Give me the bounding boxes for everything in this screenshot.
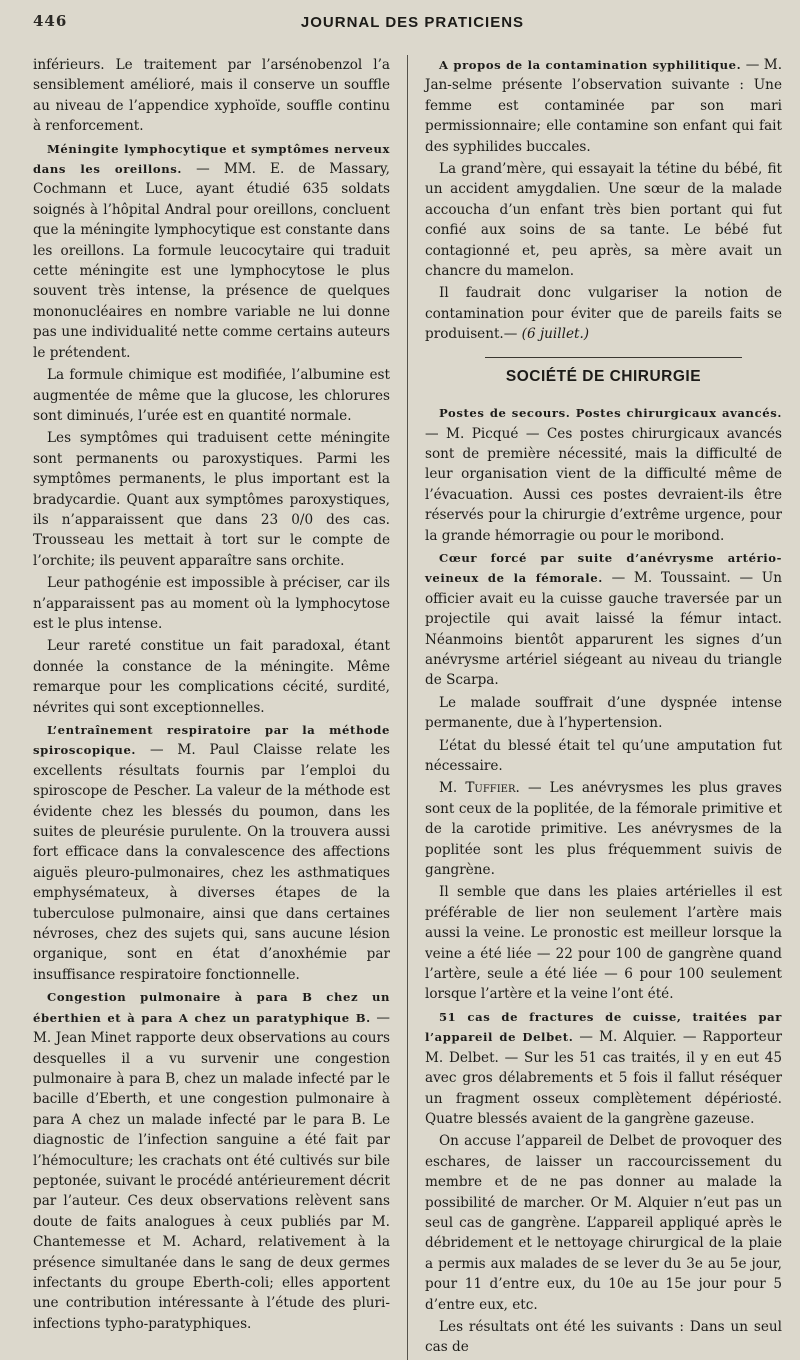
date-note: (6 juillet.) <box>521 326 590 343</box>
section-title: Méningite lymphocytique et symptômes nerveux dans les oreillons. <box>33 141 390 177</box>
section-authors: — M. Jean Minet <box>33 1009 390 1047</box>
paragraph: inférieurs. Le traitement par l’arsénobenzol l’a sensiblement amélioré, mais il conserve un souffle au niveau de l’appendice xyphoïde, souffle continu à renforcement. <box>33 57 390 135</box>
paragraph: Le malade souffrait d’une dyspnée intense permanente, due à l’hypertension. <box>425 694 782 732</box>
paragraph: L’état du blessé était tel qu’une amputation fut nécessaire. <box>425 737 782 774</box>
section-authors: — MM. E. de Massary, Cochmann et Luce, <box>33 161 390 198</box>
paragraph-text: — Les anévrysmes les plus graves sont ceux de la poplitée, de la fémorale primitive et de la carotide primitive. Les anévrysmes de la poplitée sont les plus fréquemment suivis de gangrène. <box>425 780 782 879</box>
section-text: — Sur les 51 cas traités, il y en eut 45 avec gros délabrements et 5 fois il fallut réséquer un fragment osseux complètement dépériosté. Quatre blessés avaient de la gangrène gazeuse. <box>425 1049 782 1127</box>
section-title: Congestion pulmonaire à para B chez un éberthien et à para A chez un paratyphique B. <box>33 990 390 1025</box>
section-congestion <box>33 987 390 1334</box>
section-coeur-force <box>425 548 782 691</box>
section-title: A propos de la contamination syphilitique. <box>439 58 742 72</box>
section-syphilis <box>425 55 782 157</box>
paragraph-author: M. Tuffier. <box>439 780 520 797</box>
section-authors: — M. Picqué <box>425 425 519 442</box>
section-title: Postes de secours. Postes chirurgicaux avancés. <box>439 406 782 421</box>
paragraph: On accuse l’appareil de Delbet de provoquer des eschares, de laisser un raccourcissement du membre et de ne pas donner au malade la possibilité de marcher. Or M. Alquier n’eut pas un seul cas de gangrène. L’appareil appliqué après le débridement et le nettoyage chirurgical de la plaie a permis aux malades de se lever du 3e au 5e jour, pour 11 d’entre eux, du 10e au 15e jour pour 5 d’entre eux, etc. <box>425 1133 782 1313</box>
section-text: — Ces postes chirurgicaux avancés sont de première nécessité, mais la difficulté de leur organisation vient de la difficulté même de l’évacuation. Aussi ces postes devraient-ils être réservés pour la chirurgie d’extrême urgence, pour la grande hémorragie ou pour le moribond. <box>425 425 782 544</box>
section-fractures <box>425 1007 782 1129</box>
paragraph: Les résultats ont été les suivants : Dans un seul cas de <box>425 1318 782 1356</box>
section-text: présente l’observation suivante : Une femme est contaminée par son mari permissionnaire; elle contamine son enfant qui fait des syphilides buccales. <box>425 77 782 155</box>
society-heading-block <box>425 367 782 387</box>
society-heading: SOCIÉTÉ DE CHIRURGIE <box>505 367 702 385</box>
section-text: rapporte deux observations au cours desquelles il a vu survenir une congestion pulmonaire à para B, chez un malade infecté par le bacille d’Eberth, et une congestion pulmonaire à para A chez un malade infecté par le para B. Le diagnostic de l’infection sanguine a été fait par l’hémoculture; les crachats ont été cultivés sur bile peptonée, suivant le procédé antérieurement décrit par l’auteur. Ces deux observations relèvent sans doute de faits analogues à ceux publiés par M. Chantemesse et M. Achard, relativement à la présence simultanée dans le sang de deux germes infectants du groupe Eberth-coli; elles apportent une contribution intéressante à l’étude des pluri-infections typho-paratyphiques. <box>33 1030 390 1332</box>
section-text: — Un officier avait eu la cuisse gauche traversée par un projectile qui avait laissé la fémur intact. Néanmoins bientôt apparurent les signes d’un anévrysme artériel siégeant au niveau du triangle de Scarpa. <box>425 570 782 689</box>
paragraph <box>425 778 782 880</box>
paragraph <box>425 283 782 344</box>
section-authors: — M. Alquier. — Rapporteur M. Delbet. <box>425 1029 782 1066</box>
section-title: L’entraînement respiratoire par la méthode spiroscopique. <box>33 723 390 758</box>
right-column <box>425 55 782 1360</box>
paragraph: La formule chimique est modifiée, l’albumine est augmentée de même que la glucose, les chlorures sont diminués, l’urée est en quantité normale. <box>33 367 390 424</box>
paragraph: La grand’mère, qui essayait la tétine du bébé, fit un accident amygdalien. Une sœur de la malade accoucha d’un enfant très bien portant qui fut confié aux soins de sa tante. Le bébé fut contagionné et, peu après, sa mère avait un chancre du mamelon. <box>425 161 782 280</box>
paragraph: Leur rareté constitue un fait paradoxal, étant donnée la constance de la méningite. Même remarque pour les complications cécité, surdité, névrites qui sont exceptionnelles. <box>33 638 390 716</box>
section-postes <box>425 403 782 546</box>
paragraph: Leur pathogénie est impossible à préciser, car ils n’apparaissent pas au moment où la lymphocytose est le plus intense. <box>33 575 390 632</box>
section-spiroscopie <box>33 720 390 985</box>
page-header <box>33 12 782 38</box>
journal-title: JOURNAL DES PRATICIENS <box>300 14 525 31</box>
left-column <box>33 55 390 1360</box>
section-authors: — M. Toussaint. <box>611 570 731 587</box>
paragraph-text: Il faudrait donc vulgariser la notion de contamination pour éviter que de pareils faits se produisent.— <box>425 285 782 343</box>
heading-rule <box>485 357 742 358</box>
page-number: 446 <box>33 12 68 30</box>
section-text: relate les excellents résultats fournis par l’emploi du spiroscope de Pescher. La valeur de la méthode est évidente chez les blessés du poumon, dans les suites de pleurésie purulente. On la trouvera aussi fort efficace dans la convalescence des affections aiguës pleuro-pulmonaires, chez les asthmatiques emphysémateux, à diverses étapes de la tuberculose pulmonaire, ainsi que dans certaines névroses, chez des sujets qui, sans aucune lésion organique, sont en état d’anoxhémie par insuffisance respiratoire fonctionnelle. <box>33 742 390 983</box>
article-columns <box>33 55 782 1360</box>
paragraph: Il semble que dans les plaies artérielles il est préférable de lier non seulement l’artère mais aussi la veine. Le pronostic est meilleur lorsque la veine a été liée — 22 pour 100 de gangrène quand l’artère, seule a été liée — 6 pour 100 seulement lorsque l’artère et la veine l’ont été. <box>425 884 782 1003</box>
section-title: 51 cas de fractures de cuisse, traitées par l’appareil de Delbet. <box>425 1009 782 1045</box>
section-meningite <box>33 139 390 363</box>
section-authors: — M. Paul Claisse <box>149 742 303 759</box>
column-divider <box>407 55 408 1360</box>
paragraph: Les symptômes qui traduisent cette méningite sont permanents ou paroxystiques. Parmi les symptômes permanents, le plus important est la bradycardie. Quant aux symptômes paroxystiques, ils n’apparaissent que dans 23 0/0 des cas. Trousseau les mettait à tort sur le compte de l’orchite; ils peuvent apparaître sans orchite. <box>33 430 390 569</box>
section-title: Cœur forcé par suite d’anévrysme artério-veineux de la fémorale. <box>425 550 782 586</box>
section-authors: — M. Jan-selme <box>425 57 783 94</box>
section-text: ayant étudié 635 soldats soignés à l’hôpital Andral pour oreillons, concluent que la méningite lymphocytique est constante dans les oreillons. La formule leucocytaire qui traduit cette méningite est une lymphocytose le plus souvent très intense, la présence de quelques mononucléaires en nombre variable ne lui donne pas une individualité nette comme certains auteurs le prétendent. <box>33 181 390 361</box>
